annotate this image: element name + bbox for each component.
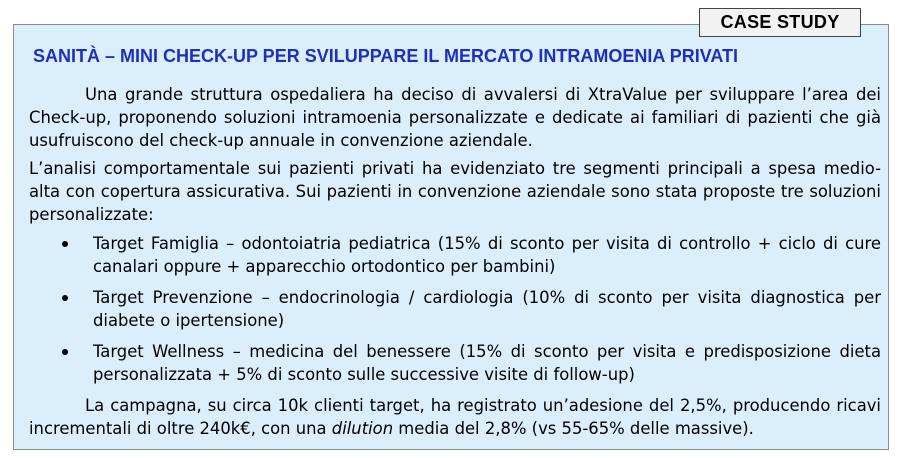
- target-wellness-text: Target Wellness – medicina del benessere (15% di sconto per visita e predisposizione dieta personalizzata + 5% di sconto sulle successive visite di follow-up): [93, 342, 881, 384]
- case-study-title: SANITÀ – MINI CHECK-UP PER SVILUPPARE IL MERCATO INTRAMOENIA PRIVATI: [33, 46, 739, 66]
- results-paragraph: [29, 394, 881, 440]
- list-item: [29, 232, 881, 278]
- list-item: [29, 286, 881, 332]
- bullet-icon: [62, 241, 68, 247]
- list-item: [29, 340, 881, 386]
- case-study-badge: CASE STUDY: [699, 8, 861, 37]
- bullet-icon: [62, 349, 68, 355]
- dilution-term: dilution: [331, 419, 394, 438]
- target-list: [29, 232, 881, 394]
- target-famiglia-text: Target Famiglia – odontoiatria pediatrica (15% di sconto per visita di controllo + ciclo di cure canalari oppure + apparecchio ortodontico per bambini): [93, 234, 881, 276]
- intro-paragraph: Una grande struttura ospedaliera ha deciso di avvalersi di XtraValue per sviluppare l’area dei Check-up, proponendo soluzioni intramoenia personalizzate e dedicate ai familiari di pazienti che già usufruiscono del check-up annuale in convenzione aziendale.: [29, 85, 881, 150]
- results-text-before: La campagna, su circa 10k clienti target, ha registrato un’adesione del 2,5%, producendo ricavi incrementali di oltre 240k€, con una: [29, 396, 881, 438]
- results-text-after: media del 2,8% (vs 55-65% delle massive).: [393, 419, 754, 438]
- target-prevenzione-text: Target Prevenzione – endocrinologia / cardiologia (10% di sconto per visita diagnostica per diabete o ipertensione): [93, 288, 881, 330]
- analysis-paragraph: L’analisi comportamentale sui pazienti privati ha evidenziato tre segmenti principali a spesa medio-alta con copertura assicurativa. Sui pazienti in convenzione aziendale sono stata proposte tre soluzioni personalizzate:: [29, 159, 881, 224]
- bullet-icon: [62, 295, 68, 301]
